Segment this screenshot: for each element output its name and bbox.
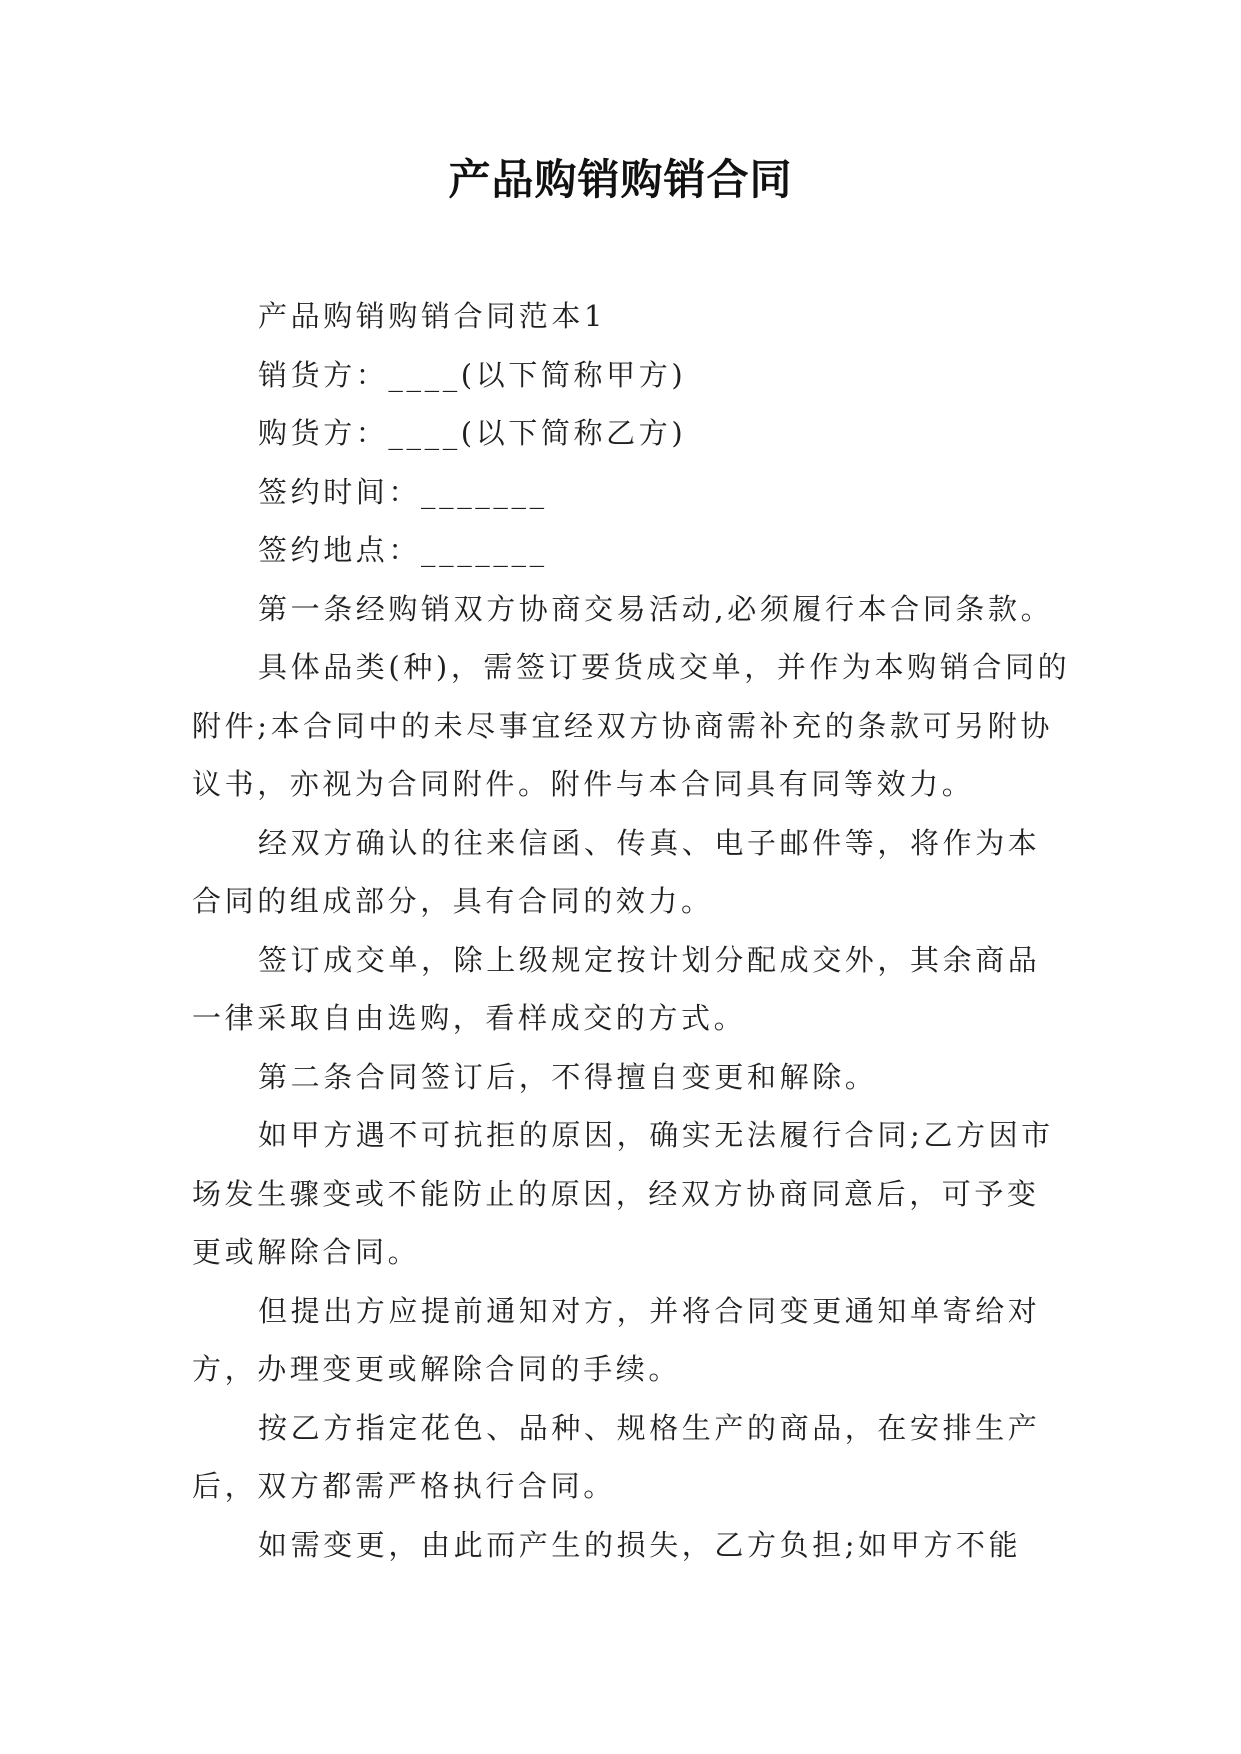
body-paragraph: 如需变更，由此而产生的损失，乙方负担;如甲方不能 bbox=[258, 1527, 1022, 1562]
signing-time-line: 签约时间：_______ bbox=[258, 474, 548, 509]
body-paragraph: 具体品类(种)，需签订要货成交单，并作为本购销合同的附件;本合同中的未尽事宜经双方协商需补充的条款可另附协议书，亦视为合同附件。附件与本合同具有同等效力。 bbox=[192, 650, 1071, 801]
body-paragraph: 但提出方应提前通知对方，并将合同变更通知单寄给对方，办理变更或解除合同的手续。 bbox=[192, 1293, 1041, 1386]
article-2-paragraph: 第二条合同签订后，不得擅自变更和解除。 bbox=[258, 1059, 878, 1094]
body-paragraph: 按乙方指定花色、品种、规格生产的商品，在安排生产后，双方都需严格执行合同。 bbox=[192, 1410, 1041, 1503]
body-paragraph: 签订成交单，除上级规定按计划分配成交外，其余商品一律采取自由选购，看样成交的方式。 bbox=[192, 942, 1041, 1035]
article-1-paragraph: 第一条经购销双方协商交易活动,必须履行本合同条款。 bbox=[258, 591, 1054, 626]
body-paragraph: 如甲方遇不可抗拒的原因，确实无法履行合同;乙方因市场发生骤变或不能防止的原因，经双方协商同意后，可予变更或解除合同。 bbox=[192, 1118, 1054, 1269]
buyer-line: 购货方：____(以下简称乙方) bbox=[258, 416, 687, 450]
document-title: 产品购销购销合同 bbox=[448, 155, 793, 204]
document-body bbox=[192, 287, 1072, 1574]
seller-line: 销货方：____(以下简称甲方) bbox=[258, 357, 687, 392]
body-paragraph: 经双方确认的往来信函、传真、电子邮件等，将作为本合同的组成部分，具有合同的效力。 bbox=[192, 825, 1041, 918]
template-heading: 产品购销购销合同范本1 bbox=[258, 299, 607, 333]
signing-place-line: 签约地点：_______ bbox=[258, 533, 548, 567]
